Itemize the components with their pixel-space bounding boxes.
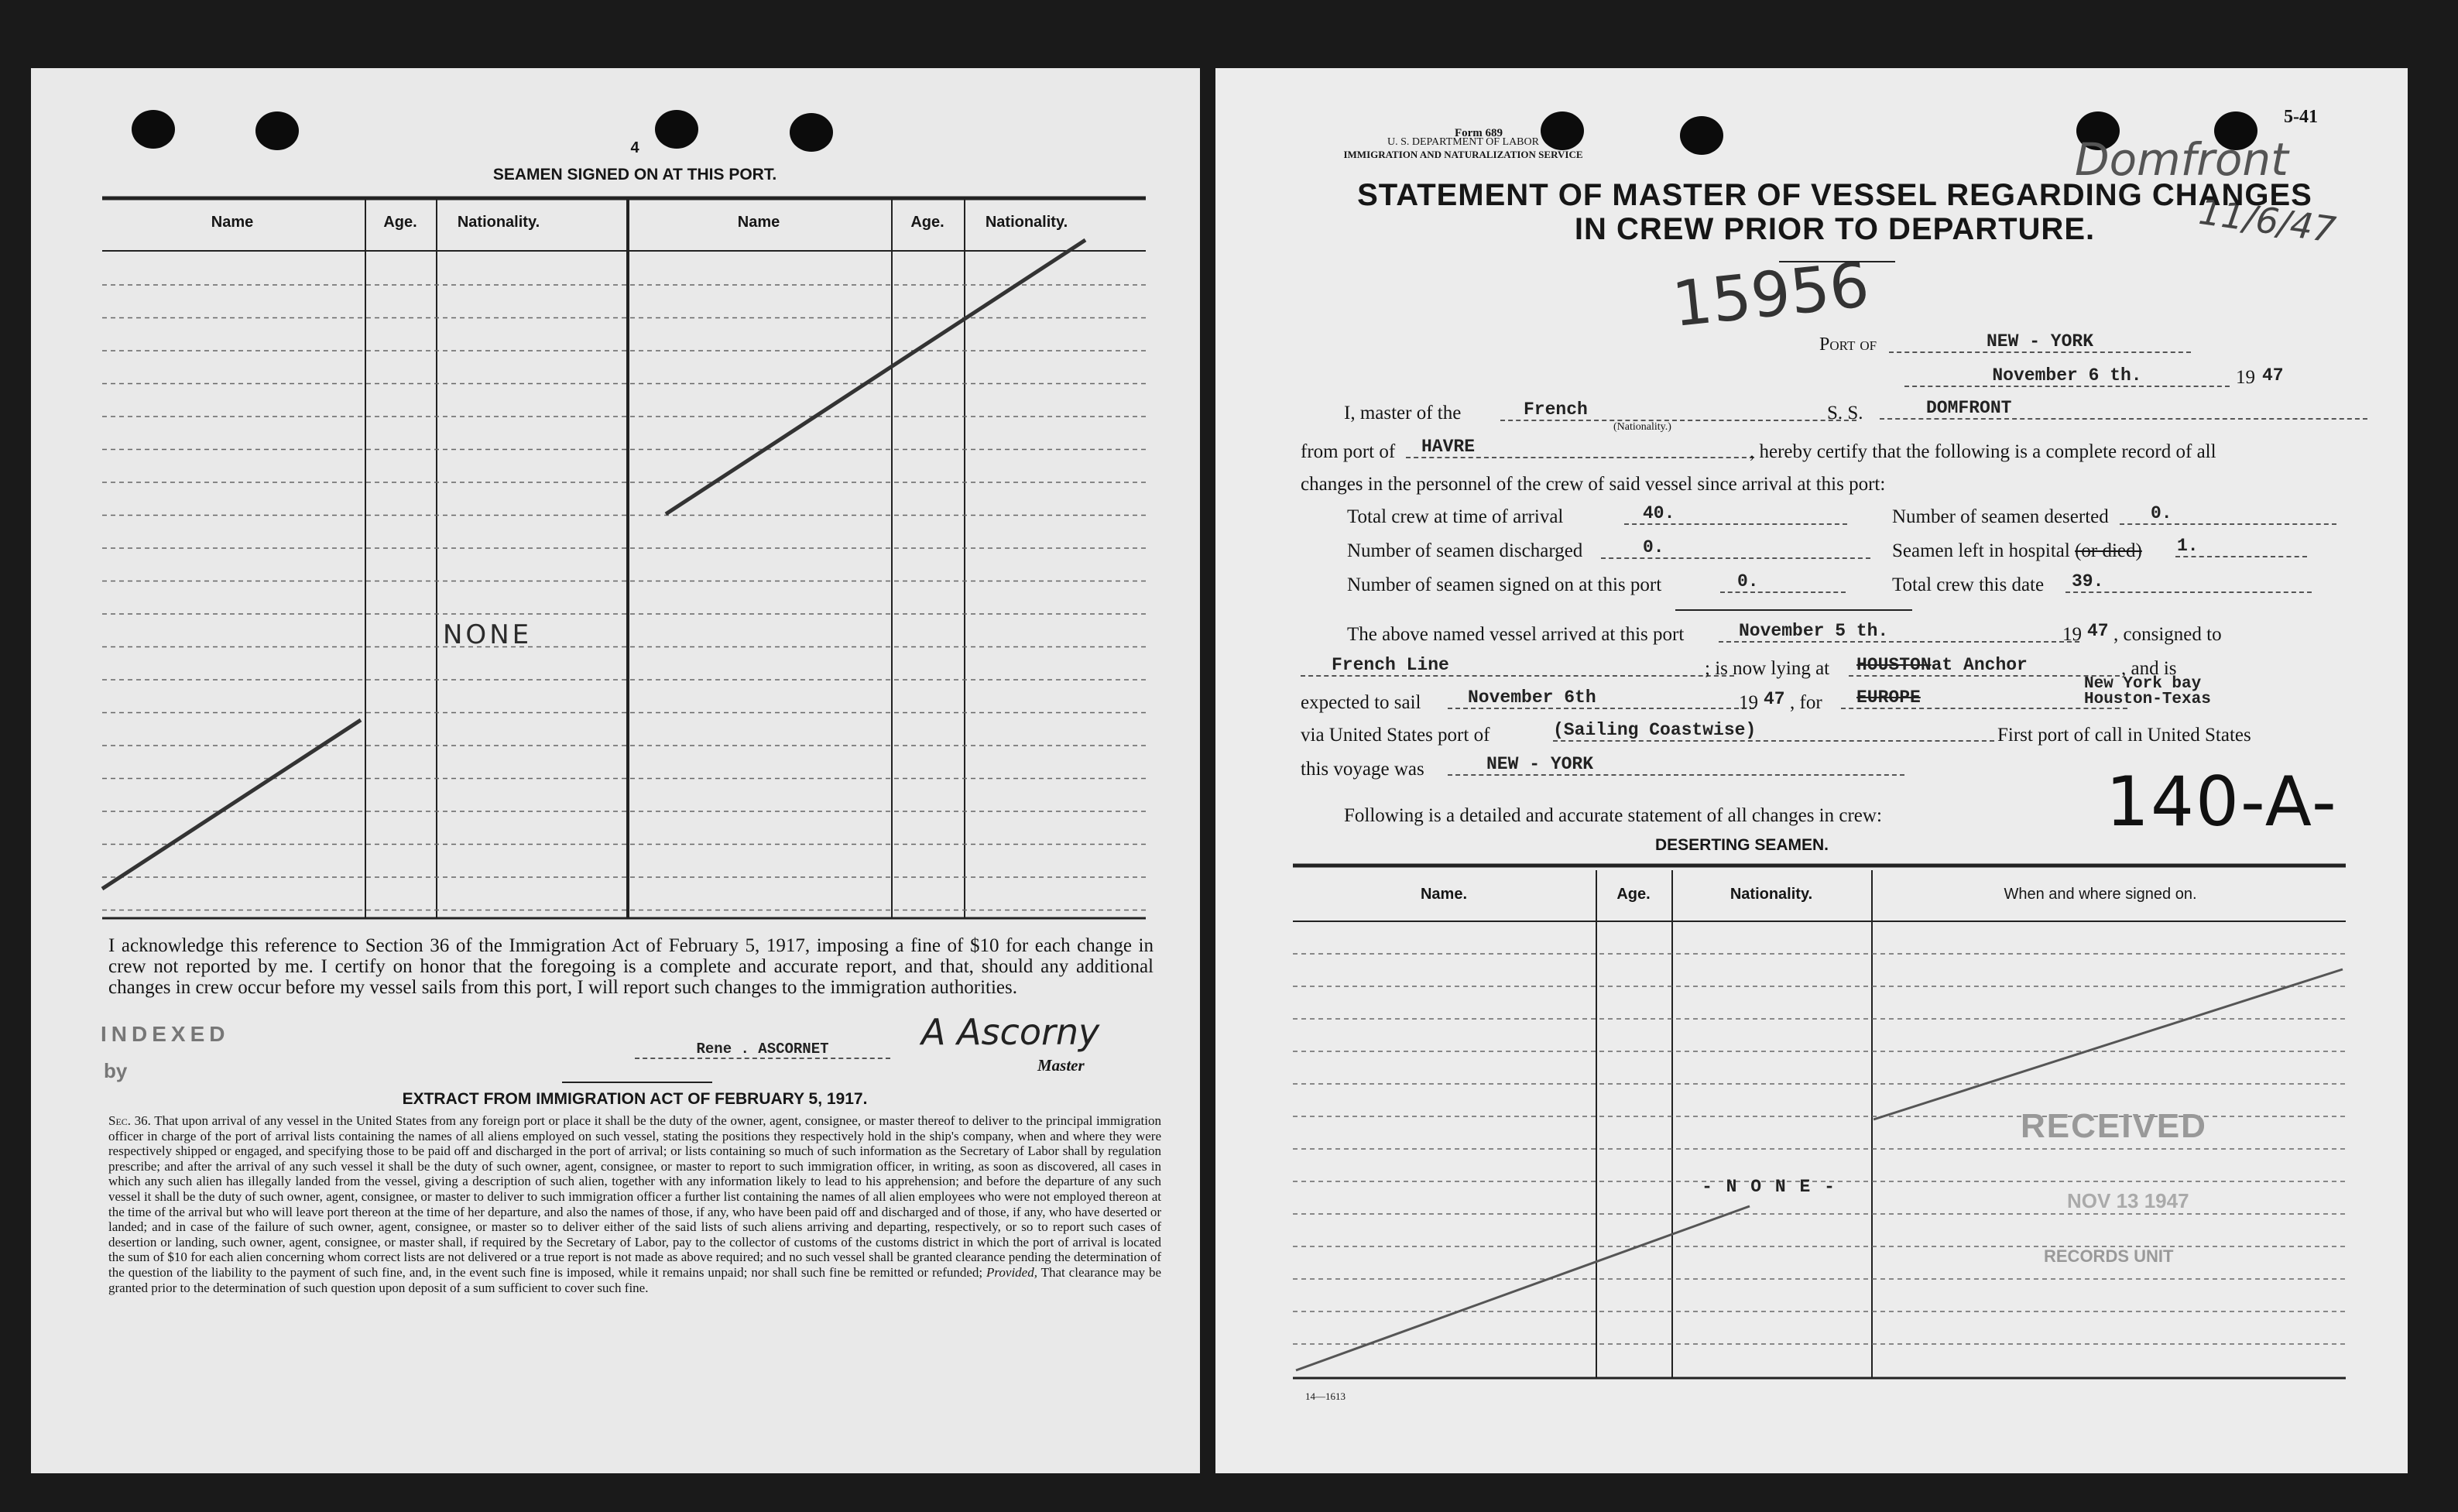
file-code: 5-41 xyxy=(2284,107,2318,127)
year-value: 47 xyxy=(2262,365,2284,386)
none-entry: NONE xyxy=(443,619,533,650)
received-stamp: RECEIVED xyxy=(2021,1107,2207,1145)
cancel-stroke xyxy=(1296,1206,1750,1370)
port-label: Port of xyxy=(1819,334,1877,355)
extract-proviso: Provided, xyxy=(986,1264,1037,1280)
date-value: November 6 th. xyxy=(1904,365,2230,387)
master-of-label: I, master of the xyxy=(1344,403,1462,423)
none-entry: - N O N E - xyxy=(1702,1177,1836,1197)
page-number: 4 xyxy=(630,139,639,156)
hospital-label-text: Seamen left in hospital xyxy=(1892,540,2070,561)
total-today-value: 39. xyxy=(2065,571,2312,593)
expected-label: expected to sail xyxy=(1301,692,1421,713)
following-text: Following is a detailed and accurate statement of all changes in crew: xyxy=(1344,805,1882,826)
expected-year: 19 xyxy=(1739,692,1758,713)
deserted-label: Number of seamen deserted xyxy=(1892,506,2109,527)
arrived-year: 19 xyxy=(2062,624,2082,645)
sec-label: Sec. 36. xyxy=(108,1113,151,1128)
col-header-age: Age. xyxy=(1616,886,1651,903)
ship-value: DOMFRONT xyxy=(1880,398,2367,420)
and-is-label: , and is xyxy=(2121,658,2177,679)
expected-value: November 6th xyxy=(1448,687,1754,709)
section-title: SEAMEN SIGNED ON AT THIS PORT. xyxy=(492,166,777,183)
title-line-2: IN CREW PRIOR TO DEPARTURE. xyxy=(1574,212,2096,246)
cancel-stroke xyxy=(666,240,1085,514)
certify-text: , hereby certify that the following is a complete record of all xyxy=(1750,441,2216,462)
arrived-label: The above named vessel arrived at this port xyxy=(1347,624,1685,645)
handwritten-ship-name: Domfront xyxy=(2075,133,2288,186)
col-header-nationality: Nationality. xyxy=(1730,886,1813,903)
deserting-section-title: DESERTING SEAMEN. xyxy=(1654,836,1829,854)
acknowledgment-text: I acknowledge this reference to Section 36 of the Immigration Act of February 5, 1917, imposing a fine of $10 for each change in crew not reported by me. I certify on honor that the foregoing is a complete and accurate report, and that, should any additional changes in crew occur before my vessel sails from this port, I will report such changes to the immigration authorities. xyxy=(108,935,1154,998)
from-port-value: HAVRE xyxy=(1406,437,1754,458)
consignee-value: French Line xyxy=(1301,655,1734,677)
total-crew-arrival-label: Total crew at time of arrival xyxy=(1347,506,1564,527)
first-port-label: First port of call in United States xyxy=(1997,725,2251,746)
extract-title: EXTRACT FROM IMMIGRATION ACT OF FEBRUARY 5, 1917. xyxy=(402,1090,868,1108)
hospital-struck: (or died) xyxy=(2075,540,2142,561)
hospital-value: 1. xyxy=(2175,536,2307,557)
left-page xyxy=(31,68,1200,1473)
service: IMMIGRATION AND NATURALIZATION SERVICE xyxy=(1343,149,1583,160)
deserted-value: 0. xyxy=(2120,503,2336,525)
nationality-value: French xyxy=(1500,399,1856,421)
received-date: NOV 13 1947 xyxy=(2067,1189,2189,1212)
deserting-table-grid xyxy=(1215,68,2408,1473)
master-signature: A Ascorny xyxy=(921,1011,1100,1053)
cancel-stroke xyxy=(1873,969,2343,1119)
year-prefix: 19 xyxy=(2236,367,2255,388)
signed-on-label: Number of seamen signed on at this port xyxy=(1347,574,1662,595)
col-header-age: Age. xyxy=(910,214,944,231)
handwritten-date: 11/6/47 xyxy=(2196,190,2339,252)
master-name: Rene . ASCORNET xyxy=(635,1041,890,1059)
col-header-name: Name xyxy=(211,214,254,231)
voyage-label: this voyage was xyxy=(1301,759,1424,780)
form-number: Form 689 xyxy=(1454,127,1503,139)
printer-code: 14—1613 xyxy=(1305,1390,1346,1402)
lying-struck: HOUSTON xyxy=(1856,655,1932,675)
col-header-nationality: Nationality. xyxy=(457,214,540,231)
col-header-nationality: Nationality. xyxy=(985,214,1068,231)
for-struck: EUROPE xyxy=(1841,687,2127,709)
records-unit-stamp: RECORDS UNIT xyxy=(2044,1246,2174,1266)
handwritten-number: 15956 xyxy=(1668,248,1873,341)
consigned-label: , consigned to xyxy=(2113,624,2222,645)
for-note-1: New York bay xyxy=(2084,675,2202,693)
voyage-value: NEW - YORK xyxy=(1448,754,1904,776)
extract-text: That upon arrival of any vessel in the United States from any foreign port or place it shall be the duty of the owner, agent, consignee, or master thereof to deliver to the principal immigration officer in charge of the port of arrival lists containing the names of all aliens employed on such vessel, stating the positions they respectively hold in the ship's company, when and where they were respectively shipped or engaged, and specifying those to be paid off and discharged in the port of arrival; or lists containing so much of such information as the Secretary of Labor shall by regulation prescribe; and after the arrival of any such vessel it shall be the duty of such owner, agent, consignee, or master to report to such immigration officer, in writing, as soon as discovered, all cases in which any such alien has illegally landed from the vessel, giving a description of such alien, together with any information likely to lead to his apprehension; and before the departure of any such vessel it shall be the duty of such owner, agent, consignee, or master to deliver to such immigration officer a further list containing the names of all alien employees who were not employed thereon at the time of the arrival but who will leave port thereon at the time of her departure, and also the names of those, if any, who have been paid off and discharged and of those, if any, who have deserted or landed; and in case of the failure of such owner, agent, consignee, or master so to deliver either of the said lists of such aliens arriving and departing, respectively, or so to report such cases of desertion or landing, such owner, agent, consignee, or master shall, if required by the Secretary of Labor, pay to the collector of customs of the customs district in which the port of arrival is located the sum of $10 for each alien concerning whom correct lists are not delivered or a true report is not made as above required; and no such vessel shall be granted clearance pending the determination of the question of the liability to the payment of such fine, and, in the event such fine is imposed, while it remains unpaid; nor shall such fine be remitted or refunded; xyxy=(108,1113,1161,1280)
ss-label: S. S. xyxy=(1827,403,1863,423)
port-value: NEW - YORK xyxy=(1889,331,2191,353)
discharged-label: Number of seamen discharged xyxy=(1347,540,1583,561)
for-label: , for xyxy=(1790,692,1822,713)
col-header-age: Age. xyxy=(383,214,417,231)
extract-tail: That clearance may be granted prior to the determination of such question upon deposit of a sum sufficient to cover such fine. xyxy=(108,1264,1161,1295)
lying-label: ; is now lying at xyxy=(1705,658,1830,679)
department: U. S. DEPARTMENT OF LABOR xyxy=(1387,136,1539,148)
lying-value: at Anchor xyxy=(1931,655,2028,675)
extract-body xyxy=(108,1113,1161,1295)
handwritten-code: 140-A- xyxy=(2106,762,2338,842)
discharged-value: 0. xyxy=(1601,537,1870,559)
signed-on-value: 0. xyxy=(1720,571,1846,593)
title-line-1: STATEMENT OF MASTER OF VESSEL REGARDING CHANGES xyxy=(1357,178,2312,212)
arrived-value: November 5 th. xyxy=(1719,621,2079,643)
col-header-when-where: When and where signed on. xyxy=(2004,886,2197,903)
total-crew-arrival-value: 40. xyxy=(1624,503,1847,525)
from-port-label: from port of xyxy=(1301,441,1396,462)
expected-year-value: 47 xyxy=(1764,689,1785,709)
via-value: (Sailing Coastwise) xyxy=(1553,720,1994,742)
indexed-stamp: INDEXED xyxy=(101,1022,230,1046)
changes-text: changes in the personnel of the crew of said vessel since arrival at this port: xyxy=(1301,474,1886,495)
arrived-year-value: 47 xyxy=(2087,621,2109,641)
master-label: Master xyxy=(1037,1056,1085,1075)
nationality-caption: (Nationality.) xyxy=(1613,421,1671,433)
via-label: via United States port of xyxy=(1301,725,1490,746)
right-page xyxy=(1215,68,2408,1473)
col-header-name: Name. xyxy=(1420,886,1468,903)
total-today-label: Total crew this date xyxy=(1892,574,2045,595)
col-header-name: Name xyxy=(737,214,780,231)
for-note-2: Houston-Texas xyxy=(2084,691,2211,708)
indexed-by-label: by xyxy=(104,1059,128,1082)
